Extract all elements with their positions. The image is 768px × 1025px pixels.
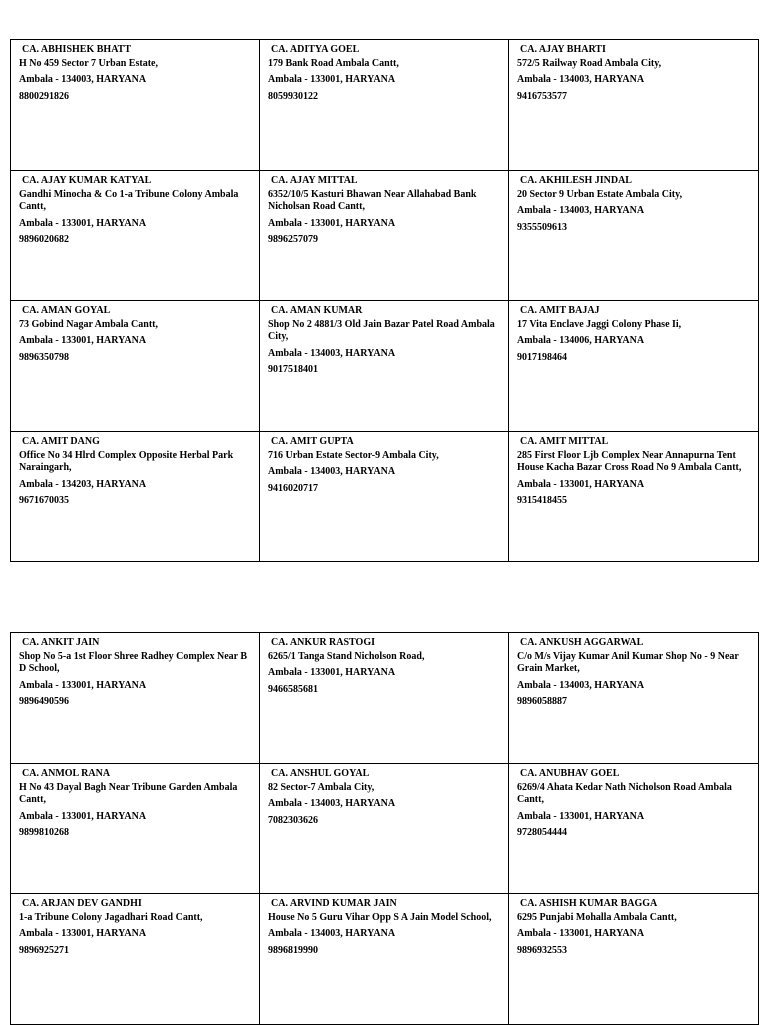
card-address: 20 Sector 9 Urban Estate Ambala City, [517,188,683,200]
card-phone: 9896058887 [517,696,567,707]
card-city: Ambala - 134203, HARYANA [19,478,147,490]
address-card [11,171,260,301]
card-city: Ambala - 133001, HARYANA [19,928,147,939]
card-address: 17 Vita Enclave Jaggi Colony Phase Ii, [517,318,682,330]
address-card [11,301,260,432]
address-card [509,633,759,764]
card-name: CA. AMIT GUPTA [271,436,354,447]
address-card [11,764,260,894]
card-address: H No 459 Sector 7 Urban Estate, [19,57,158,69]
card-name: CA. ABHISHEK BHATT [22,44,132,55]
card-city: Ambala - 134003, HARYANA [517,205,645,216]
address-card [260,764,509,894]
card-city: Ambala - 134003, HARYANA [517,74,645,85]
card-address: H No 43 Dayal Bagh Near Tribune Garden Ambala Cantt, [19,781,238,805]
card-phone: 9671670035 [19,495,69,506]
card-address: 572/5 Railway Road Ambala City, [517,57,662,69]
card-phone: 9896819990 [268,944,318,956]
card-city: Ambala - 133001, HARYANA [19,679,147,691]
card-city: Ambala - 133001, HARYANA [19,335,147,346]
address-label-sheet-top [10,39,759,562]
card-address: House No 5 Guru Vihar Opp S A Jain Model School, [268,911,492,923]
card-phone: 9896257079 [268,234,318,245]
card-phone: 9017198464 [517,351,567,363]
card-address: 285 First Floor Ljb Complex Near Annapurna Tent House Kacha Bazar Cross Road No 9 Ambala Cantt, [517,449,742,473]
card-name: CA. AMAN GOYAL [22,305,111,316]
card-city: Ambala - 133001, HARYANA [517,810,645,822]
card-address: 1-a Tribune Colony Jagadhari Road Cantt, [19,911,203,923]
card-name: CA. ANSHUL GOYAL [271,768,370,779]
address-label-sheet-bottom [10,632,759,1025]
card-phone: 9315418455 [517,495,567,506]
card-phone: 9896350798 [19,351,69,363]
address-card [11,432,260,562]
card-phone: 8800291826 [19,90,69,102]
card-phone: 9416020717 [268,482,318,494]
card-name: CA. ANKUSH AGGARWAL [520,637,644,648]
card-name: CA. ANKUR RASTOGI [271,637,375,648]
card-city: Ambala - 133001, HARYANA [268,217,396,229]
card-address: 6265/1 Tanga Stand Nicholson Road, [268,650,425,662]
address-card [11,894,260,1025]
address-card [11,40,260,171]
card-city: Ambala - 133001, HARYANA [517,478,645,490]
card-phone: 9896925271 [19,944,69,956]
card-city: Ambala - 133001, HARYANA [517,928,645,939]
card-phone: 9896932553 [517,944,567,956]
address-card [509,171,759,301]
card-name: CA. AMIT MITTAL [520,436,609,447]
card-address: 179 Bank Road Ambala Cantt, [268,57,399,69]
card-name: CA. ARVIND KUMAR JAIN [271,898,397,909]
address-card [260,432,509,562]
card-name: CA. AMIT BAJAJ [520,305,600,316]
card-city: Ambala - 133001, HARYANA [19,810,147,822]
card-name: CA. AMIT DANG [22,436,100,447]
card-address: 6295 Punjabi Mohalla Ambala Cantt, [517,911,677,923]
card-address: Shop No 2 4881/3 Old Jain Bazar Patel Road Ambala City, [268,318,495,342]
card-phone: 9899810268 [19,827,69,838]
card-name: CA. ARJAN DEV GANDHI [22,898,142,909]
card-phone: 9416753577 [517,90,567,102]
card-address: Gandhi Minocha & Co 1-a Tribune Colony Ambala Cantt, [19,188,239,212]
card-address: Shop No 5-a 1st Floor Shree Radhey Complex Near B D School, [19,650,248,674]
card-city: Ambala - 133001, HARYANA [268,667,396,678]
card-phone: 9466585681 [268,683,318,695]
card-phone: 9017518401 [268,364,318,375]
card-name: CA. AMAN KUMAR [271,305,363,316]
card-name: CA. ANUBHAV GOEL [520,768,620,779]
address-card [11,633,260,764]
address-card [509,432,759,562]
address-card [260,301,509,432]
card-city: Ambala - 134003, HARYANA [268,466,396,477]
card-name: CA. ANKIT JAIN [22,637,100,648]
card-name: CA. ADITYA GOEL [271,44,360,55]
address-card [509,894,759,1025]
card-name: CA. AKHILESH JINDAL [520,175,632,186]
card-address: C/o M/s Vijay Kumar Anil Kumar Shop No - 9 Near Grain Market, [517,650,739,674]
address-card [509,40,759,171]
address-card [260,894,509,1025]
card-phone: 7082303626 [268,814,318,826]
card-address: 82 Sector-7 Ambala City, [268,781,375,793]
card-name: CA. ANMOL RANA [22,768,111,779]
card-city: Ambala - 133001, HARYANA [268,74,396,85]
card-name: CA. AJAY BHARTI [520,44,606,55]
card-address: 6352/10/5 Kasturi Bhawan Near Allahabad Bank Nicholsan Road Cantt, [268,188,477,212]
card-address: Office No 34 Hlrd Complex Opposite Herbal Park Naraingarh, [19,449,234,473]
address-card [509,764,759,894]
card-address: 73 Gobind Nagar Ambala Cantt, [19,318,159,330]
card-phone: 9728054444 [517,827,567,838]
address-card [260,171,509,301]
card-name: CA. ASHISH KUMAR BAGGA [520,898,658,909]
address-card [260,40,509,171]
card-address: 6269/4 Ahata Kedar Nath Nicholson Road Ambala Cantt, [517,781,732,805]
card-city: Ambala - 134006, HARYANA [517,335,645,346]
card-city: Ambala - 134003, HARYANA [268,347,396,359]
card-phone: 9355509613 [517,221,567,233]
card-phone: 9896490596 [19,696,69,707]
card-address: 716 Urban Estate Sector-9 Ambala City, [268,449,439,461]
address-card [509,301,759,432]
card-city: Ambala - 134003, HARYANA [268,928,396,939]
card-phone: 8059930122 [268,90,318,102]
card-city: Ambala - 133001, HARYANA [19,217,147,229]
card-city: Ambala - 134003, HARYANA [517,679,645,691]
card-city: Ambala - 134003, HARYANA [268,798,396,809]
card-city: Ambala - 134003, HARYANA [19,74,147,85]
address-card [260,633,509,764]
card-name: CA. AJAY KUMAR KATYAL [22,175,152,186]
card-phone: 9896020682 [19,234,69,245]
card-name: CA. AJAY MITTAL [271,175,358,186]
